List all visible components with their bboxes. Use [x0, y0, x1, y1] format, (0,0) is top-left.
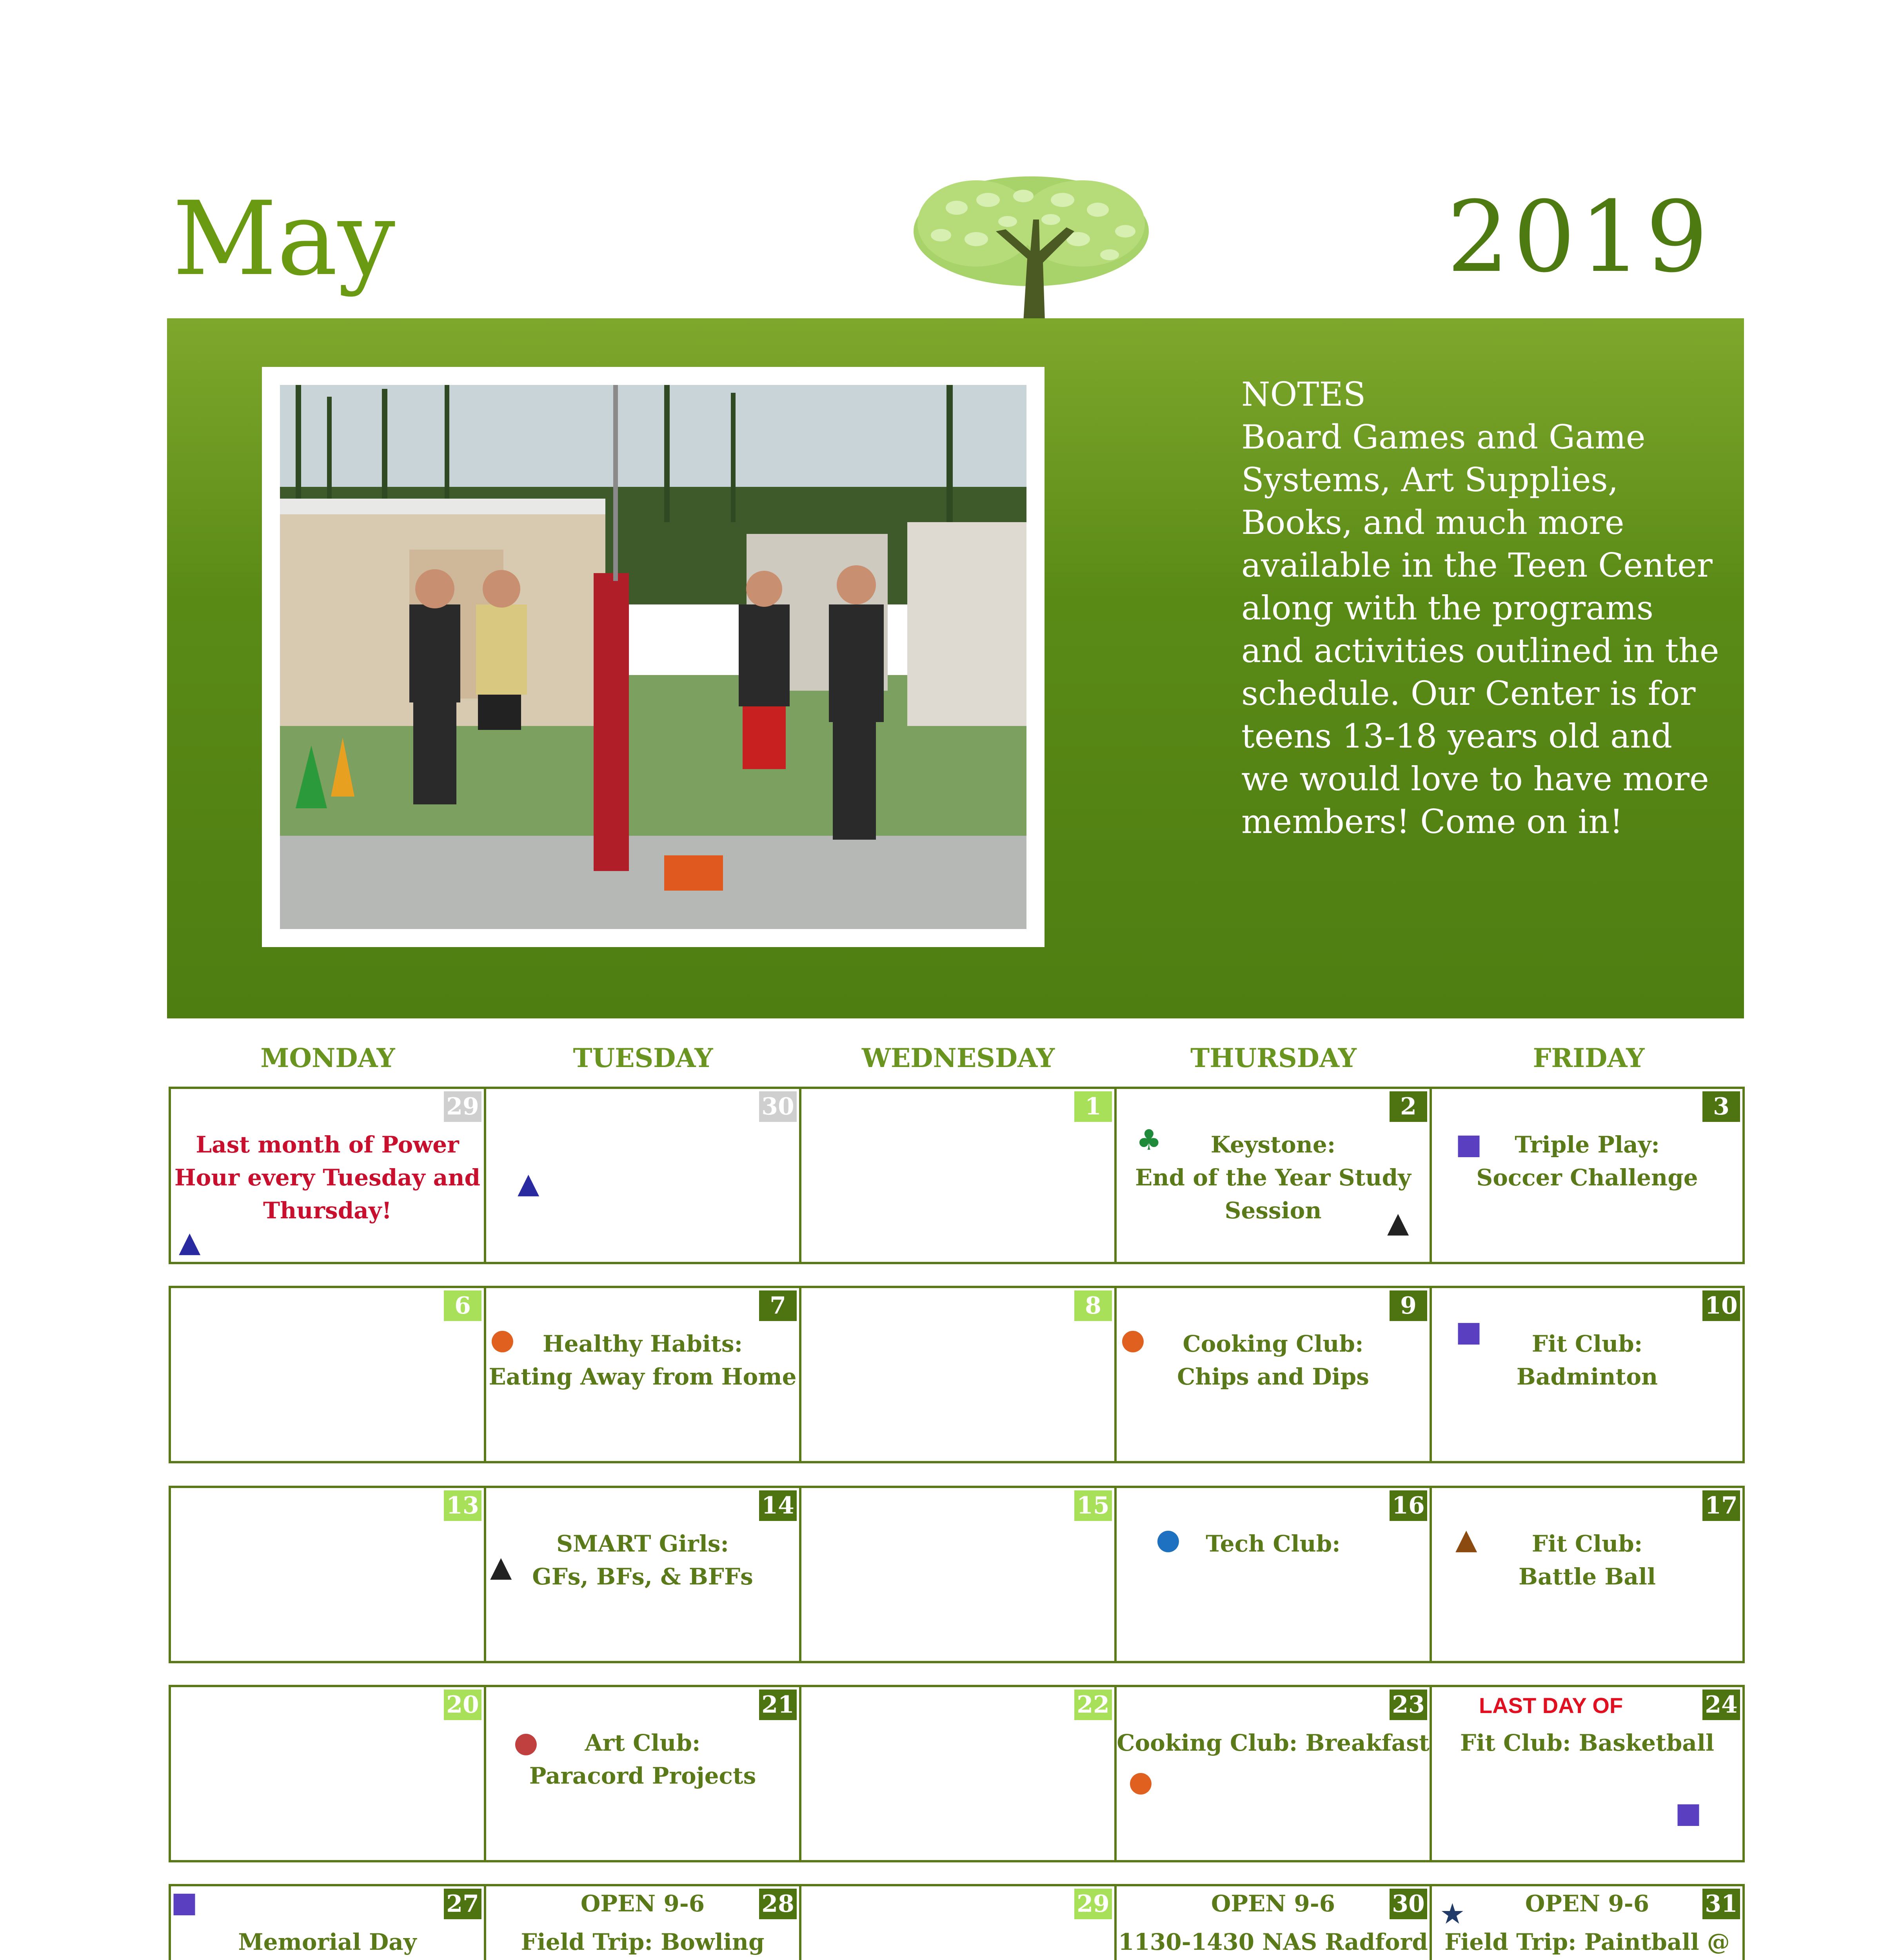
star-badge-icon: ★	[1440, 1897, 1465, 1930]
day-number: 30	[759, 1091, 797, 1122]
calendar-day-cell	[1114, 1884, 1430, 1960]
event-line: GFs, BFs, & BFFs	[532, 1563, 753, 1590]
event-line: End of the Year Study	[1135, 1164, 1411, 1191]
calendar-day-cell	[1114, 1486, 1430, 1663]
calendar-day-cell	[169, 1486, 484, 1663]
hikers-icon: ▲	[1455, 1523, 1477, 1555]
event-line: Fit Club:	[1531, 1330, 1643, 1357]
day-number: 8	[1074, 1290, 1112, 1321]
calendar-day-cell	[799, 1087, 1114, 1264]
day-number: 7	[759, 1290, 797, 1321]
tree-logo	[898, 172, 1164, 321]
event-text	[486, 1527, 799, 1593]
teen-activity-photo	[280, 385, 1026, 929]
event-text	[171, 1926, 484, 1960]
month-title: May	[173, 180, 396, 298]
event-line: Hour every Tuesday and	[174, 1164, 481, 1191]
day-number: 15	[1074, 1490, 1112, 1521]
calendar-day-cell	[484, 1685, 799, 1862]
day-number: 16	[1390, 1490, 1427, 1521]
day-number: 29	[1074, 1889, 1112, 1919]
calendar-day-cell	[1430, 1685, 1745, 1862]
event-line: Thursday!	[263, 1197, 392, 1224]
day-number: 6	[444, 1290, 481, 1321]
sport-icon: ■	[171, 1886, 198, 1918]
event-line: Cooking Club:	[1183, 1330, 1364, 1357]
day-header-tuesday: TUESDAY	[573, 1043, 713, 1073]
event-line: Chips and Dips	[1177, 1363, 1369, 1390]
day-number: 31	[1702, 1889, 1740, 1919]
event-line: Paracord Projects	[529, 1762, 756, 1789]
calendar-day-cell	[169, 1087, 484, 1264]
event-line: Cooking Club: Breakfast	[1117, 1730, 1430, 1756]
day-number: 13	[444, 1490, 481, 1521]
sport-icon: ■	[1455, 1127, 1482, 1160]
event-text	[171, 1128, 484, 1227]
calendar-day-cell	[484, 1884, 799, 1960]
day-number: 17	[1702, 1490, 1740, 1521]
notes-banner	[167, 318, 1744, 1018]
year-title: 2019	[1447, 180, 1712, 294]
event-line: Eating Away from Home	[489, 1363, 797, 1390]
vegetables-icon: ●	[1128, 1765, 1153, 1798]
last-day-note: LAST DAY OF	[1479, 1693, 1623, 1718]
day-number: 2	[1390, 1091, 1427, 1122]
event-text	[1432, 1926, 1742, 1960]
calendar-day-cell	[484, 1486, 799, 1663]
day-number: 22	[1074, 1690, 1112, 1720]
graduation-cap-icon: ▲	[518, 1167, 540, 1200]
leader-icon: ▲	[1387, 1206, 1409, 1239]
calendar-day-cell	[1114, 1685, 1430, 1862]
event-text	[1432, 1726, 1742, 1759]
event-line: Memorial Day	[238, 1929, 417, 1955]
event-line: SMART Girls:	[556, 1530, 729, 1557]
event-text	[486, 1327, 799, 1393]
event-line: Tech Club:	[1206, 1530, 1341, 1557]
event-line: Badminton	[1516, 1363, 1658, 1390]
calendar-day-cell	[1430, 1884, 1745, 1960]
day-number: 3	[1702, 1091, 1740, 1122]
calendar-day-cell	[799, 1685, 1114, 1862]
day-number: 29	[444, 1091, 481, 1122]
day-number: 30	[1390, 1889, 1427, 1919]
event-line: Battle Ball	[1519, 1563, 1656, 1590]
event-text	[486, 1926, 799, 1958]
notes-title: NOTES	[1241, 375, 1366, 414]
event-line: Art Club:	[585, 1730, 701, 1756]
calendar-day-cell	[1430, 1286, 1745, 1463]
calendar-day-cell	[169, 1685, 484, 1862]
day-number: 9	[1390, 1290, 1427, 1321]
event-text	[1117, 1926, 1430, 1960]
open-hours-note: OPEN 9-6	[1211, 1890, 1335, 1917]
calendar-day-cell	[1114, 1286, 1430, 1463]
day-number: 27	[444, 1889, 481, 1919]
event-line: Fit Club:	[1531, 1530, 1643, 1557]
calendar-day-cell	[1430, 1087, 1745, 1264]
day-number: 23	[1390, 1690, 1427, 1720]
globe-icon: ●	[1156, 1523, 1181, 1555]
event-line: Triple Play:	[1515, 1131, 1660, 1158]
event-line: Session	[1224, 1197, 1322, 1224]
sport-icon: ■	[1675, 1796, 1702, 1829]
notes-text	[1241, 373, 1720, 843]
day-header-thursday: THURSDAY	[1190, 1043, 1357, 1073]
event-line	[1117, 1958, 1430, 1960]
photo-frame	[262, 367, 1045, 947]
calendar-day-cell	[484, 1286, 799, 1463]
event-line: Soccer Challenge	[1476, 1164, 1698, 1191]
day-number: 28	[759, 1889, 797, 1919]
vegetables-icon: ●	[490, 1323, 515, 1356]
event-line: 1130-1430 NAS Radford	[1118, 1929, 1428, 1955]
calendar-day-cell	[799, 1884, 1114, 1960]
calendar-day-cell	[799, 1286, 1114, 1463]
vegetables-icon: ●	[1121, 1323, 1145, 1356]
event-text	[1117, 1327, 1430, 1393]
event-line	[171, 1958, 484, 1960]
day-number: 1	[1074, 1091, 1112, 1122]
notes-body: Board Games and Game Systems, Art Supplies, Books, and much more available in the Teen Center along with the programs and activities outlined in the schedule. Our Center is for teens 13-18 years old and we would love to have more members! Come on in!	[1241, 418, 1719, 841]
event-line: Field Trip: Paintball @	[1444, 1929, 1730, 1955]
graduation-cap-icon: ▲	[179, 1225, 201, 1258]
clover-icon: ♣	[1136, 1123, 1162, 1156]
leader-icon: ▲	[490, 1550, 512, 1583]
calendar-day-cell	[1114, 1087, 1430, 1264]
event-line: Last month of Power	[196, 1131, 459, 1158]
event-line	[1432, 1958, 1742, 1960]
event-text	[1117, 1726, 1430, 1759]
day-number: 24	[1702, 1690, 1740, 1720]
day-number: 20	[444, 1690, 481, 1720]
calendar-day-cell	[169, 1884, 484, 1960]
day-header-monday: MONDAY	[260, 1043, 395, 1073]
event-line: Healthy Habits:	[543, 1330, 743, 1357]
day-number: 10	[1702, 1290, 1740, 1321]
day-header-friday: FRIDAY	[1533, 1043, 1645, 1073]
event-line: Keystone:	[1210, 1131, 1336, 1158]
sport-icon: ■	[1455, 1315, 1482, 1348]
event-line: Field Trip: Bowling	[521, 1929, 765, 1955]
open-hours-note: OPEN 9-6	[580, 1890, 705, 1917]
calendar-day-cell	[1430, 1486, 1745, 1663]
palette-icon: ●	[514, 1726, 538, 1759]
event-line: Fit Club: Basketball	[1460, 1730, 1715, 1756]
day-header-wednesday: WEDNESDAY	[861, 1043, 1055, 1073]
open-hours-note: OPEN 9-6	[1525, 1890, 1649, 1917]
day-number: 14	[759, 1490, 797, 1521]
calendar-day-cell	[484, 1087, 799, 1264]
calendar-day-cell	[799, 1486, 1114, 1663]
day-number: 21	[759, 1690, 797, 1720]
calendar-day-cell	[169, 1286, 484, 1463]
